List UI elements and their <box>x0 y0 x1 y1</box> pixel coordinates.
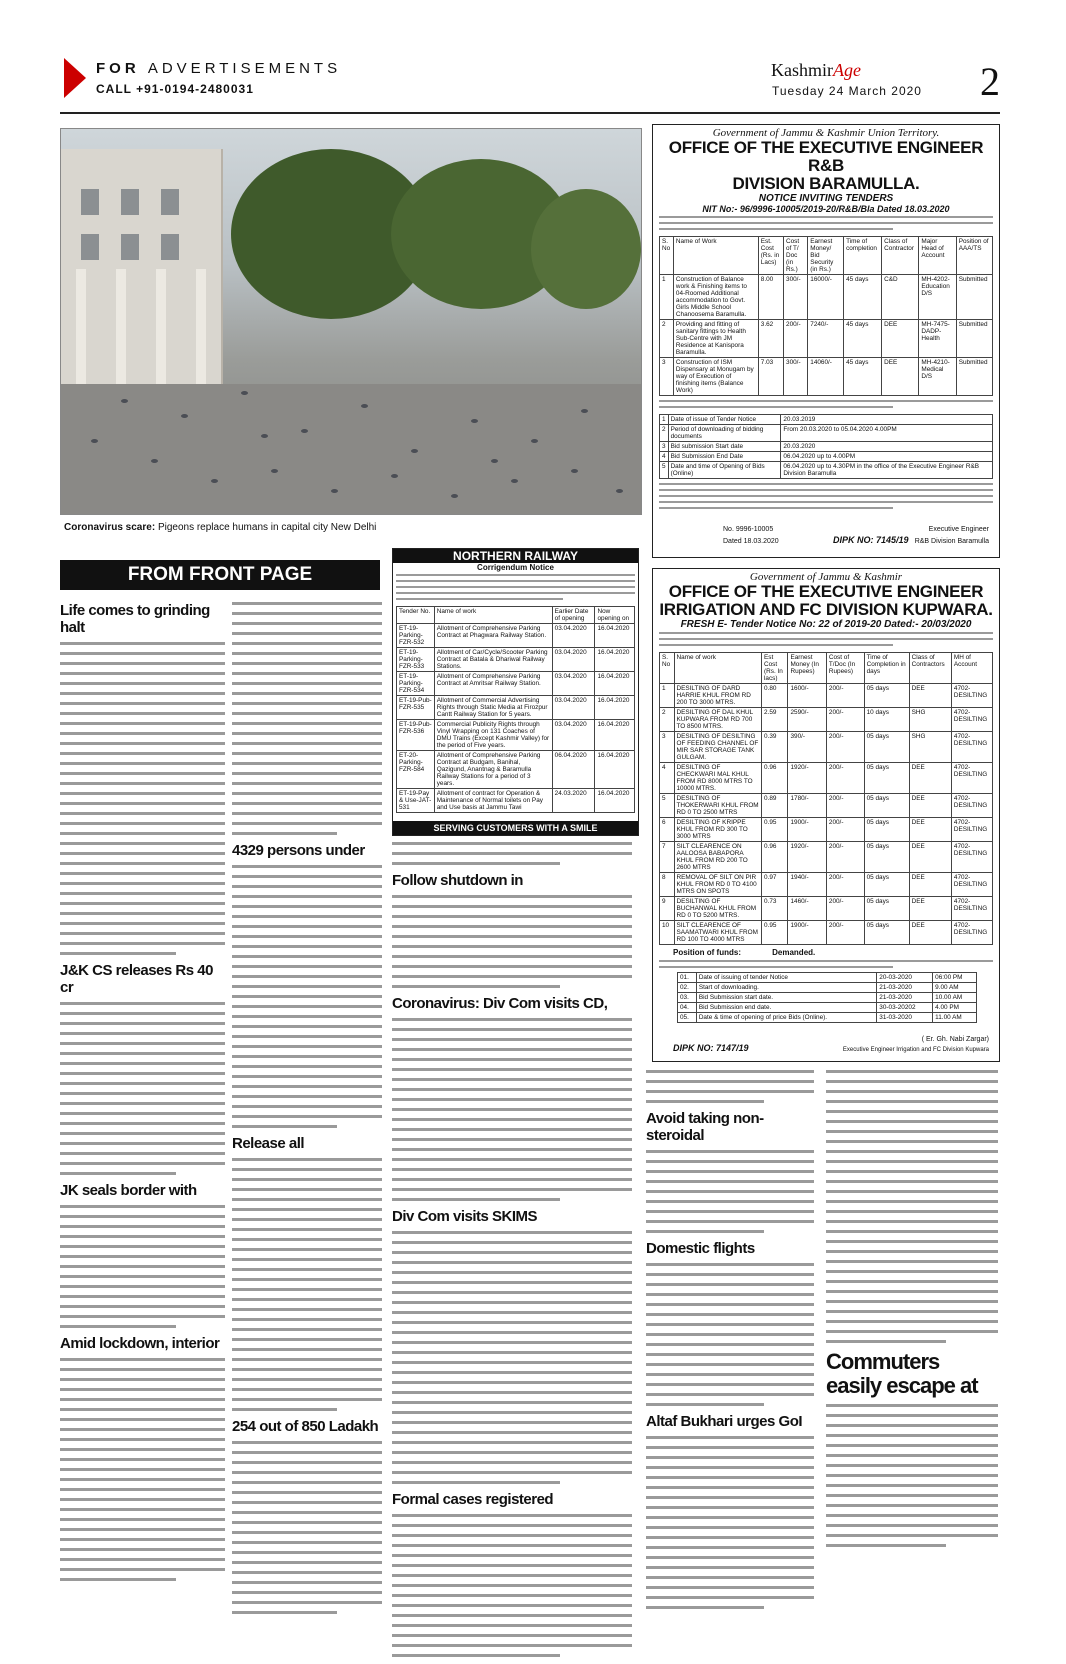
headline: Follow shutdown in <box>392 872 523 889</box>
table-cell: 05 days <box>864 684 909 708</box>
table-cell: DEE <box>909 794 951 818</box>
table-row <box>660 425 993 442</box>
table-header-cell: Class of Contractors <box>909 653 951 684</box>
table-cell: 5 <box>660 462 669 479</box>
table-cell: Construction of ISM Dispensary at Monugam by way of Execution of finishing items (Balance Work) <box>673 358 758 396</box>
table-cell: SHG <box>909 708 951 732</box>
table-cell: Period of downloading of bidding documents <box>668 425 781 442</box>
table-cell: 06.04.2020 <box>552 751 595 789</box>
table-row <box>678 973 977 983</box>
table-header-cell: Cost of T/Doc (In Rupees) <box>826 653 864 684</box>
table-cell: 05 days <box>864 794 909 818</box>
nr-footer: SERVING CUSTOMERS WITH A SMILE <box>393 821 638 835</box>
table-row <box>660 442 993 452</box>
table-header-cell: Earnest Money (In Rupees) <box>788 653 826 684</box>
page-number: 2 <box>980 59 1000 104</box>
table-cell: 16.04.2020 <box>595 751 635 789</box>
funds-line: Position of funds: Demanded. <box>673 948 816 957</box>
ad-dipk: DIPK NO: 7147/19 <box>673 1043 749 1053</box>
table-row <box>397 696 635 720</box>
table-cell: REMOVAL OF SILT ON PIR KHUL FROM RD 0 TO 4100 MTRS ON SPOTS <box>674 873 762 897</box>
table-row <box>678 983 977 993</box>
table-header-cell: Name of Work <box>673 237 758 275</box>
table-cell: 05 days <box>864 897 909 921</box>
table-cell: 05 days <box>864 818 909 842</box>
table-cell: Allotment of Comprehensive Parking Contract at Amritsar Railway Station. <box>434 672 552 696</box>
table-row <box>660 462 993 479</box>
table-cell: 300/- <box>784 275 808 320</box>
table-cell: 20.03.2020 <box>781 442 993 452</box>
table-cell: 6 <box>660 818 675 842</box>
table-cell: Bid Submission start date. <box>696 993 876 1003</box>
table-row <box>678 993 977 1003</box>
table-cell: ET-19-Parking-FZR-534 <box>397 672 435 696</box>
table-cell: 0.97 <box>762 873 788 897</box>
headline: Life comes to grinding halt <box>60 602 210 636</box>
table-cell: 16.04.2020 <box>595 720 635 751</box>
table-cell: ET-19-Pub-FZR-535 <box>397 696 435 720</box>
table-cell: ET-20-Parking-FZR-584 <box>397 751 435 789</box>
table-cell: 06:00 PM <box>933 973 977 983</box>
table-cell: 4702-DESILTING <box>951 708 992 732</box>
table-cell: 1900/- <box>788 921 826 945</box>
table-cell: 2 <box>660 320 674 358</box>
nr-title: NORTHERN RAILWAY <box>393 549 638 563</box>
table-cell: 03.04.2020 <box>552 696 595 720</box>
table-cell: 03.04.2020 <box>552 648 595 672</box>
table-cell: 06.04.2020 up to 4.30PM in the office of the Executive Engineer R&B Division Baramulla <box>781 462 993 479</box>
table-cell: Date of issue of Tender Notice <box>668 415 781 425</box>
table-cell: 02. <box>678 983 697 993</box>
table-cell: DEE <box>882 320 919 358</box>
table-cell: 7240/- <box>808 320 844 358</box>
table-cell: DEE <box>882 358 919 396</box>
article-column-5 <box>826 1070 998 1554</box>
news-photo <box>60 128 642 515</box>
table-cell: 03.04.2020 <box>552 672 595 696</box>
headline: Formal cases registered <box>392 1491 554 1508</box>
table-row <box>660 415 993 425</box>
ad-signatory: Executive Engineer Irrigation and FC Division Kupwara <box>842 1047 989 1053</box>
table-cell: Date & time of opening of price Bids (Online). <box>696 1013 876 1023</box>
ad-dated: Dated 18.03.2020 <box>723 538 779 545</box>
from-front-page-banner: FROM FRONT PAGE <box>60 560 380 590</box>
table-row <box>397 648 635 672</box>
table-cell: 4702-DESILTING <box>951 732 992 763</box>
table-cell: DESILTING OF DESILTING OF FEEDING CHANNEL OF MIR SAR STORAGE TANK GULGAM. <box>674 732 762 763</box>
table-cell: 05 days <box>864 732 909 763</box>
table-cell: 24.03.2020 <box>552 789 595 813</box>
table-cell: 03.04.2020 <box>552 720 595 751</box>
table-row <box>660 452 993 462</box>
table-cell: 0.80 <box>762 684 788 708</box>
table-cell: 200/- <box>826 732 864 763</box>
table-cell: DESILTING OF CHECKWARI MAL KHUL FROM RD 8000 MTRS TO 10000 MTRS. <box>674 763 762 794</box>
table-cell: DEE <box>909 842 951 873</box>
table-cell: 2 <box>660 708 675 732</box>
table-cell: 0.96 <box>762 842 788 873</box>
issue-date: Tuesday 24 March 2020 <box>772 84 922 98</box>
table-cell: 0.39 <box>762 732 788 763</box>
table-cell: 1 <box>660 275 674 320</box>
table-cell: 200/- <box>826 684 864 708</box>
table-header-cell: Time of Completion in days <box>864 653 909 684</box>
table-cell: DEE <box>909 763 951 794</box>
table-row <box>678 1003 977 1013</box>
headline: J&K CS releases Rs 40 cr <box>60 962 213 996</box>
northern-railway-ad <box>392 548 639 836</box>
headline: Div Com visits SKIMS <box>392 1208 538 1225</box>
table-row <box>397 624 635 648</box>
table-cell: 4702-DESILTING <box>951 818 992 842</box>
table-cell: 21-03-2020 <box>877 993 933 1003</box>
table-cell: 7 <box>660 842 675 873</box>
ad-title: IRRIGATION AND FC DIVISION KUPWARA. <box>659 600 993 619</box>
table-cell: 4 <box>660 763 675 794</box>
table-cell: 4702-DESILTING <box>951 921 992 945</box>
table-cell: 200/- <box>826 921 864 945</box>
ad-gov: Government of Jammu & Kashmir Union Territory. <box>712 127 940 139</box>
table-cell: 200/- <box>826 708 864 732</box>
article-column-3 <box>392 842 632 1664</box>
table-row <box>660 842 993 873</box>
table-row <box>660 763 993 794</box>
table-cell: MH-4210-Medical D/S <box>919 358 956 396</box>
table-header-cell: Est. Cost (Rs. in Lacs) <box>758 237 783 275</box>
table-cell: 16.04.2020 <box>595 696 635 720</box>
table-row <box>397 789 635 813</box>
table-cell: 45 days <box>844 275 882 320</box>
header-rule <box>60 112 1000 114</box>
table-header-cell: S. No <box>660 653 675 684</box>
table-cell: 1940/- <box>788 873 826 897</box>
table-cell: ET-19-Parking-FZR-533 <box>397 648 435 672</box>
ad-nit: NIT No:- 96/9996-10005/2019-20/R&B/Bla Dated 18.03.2020 <box>702 204 950 214</box>
table-cell: MH-7475-DADP-Health <box>919 320 956 358</box>
table-cell: 4702-DESILTING <box>951 763 992 794</box>
table-cell: 1 <box>660 684 675 708</box>
table-row <box>397 751 635 789</box>
headline: Amid lockdown, interior <box>60 1335 220 1352</box>
table-cell: 45 days <box>844 358 882 396</box>
headline: 254 out of 850 Ladakh <box>232 1418 379 1435</box>
table-cell: 04. <box>678 1003 697 1013</box>
table-header-cell: Name of work <box>674 653 762 684</box>
table-cell: SILT CLEARENCE OF SAAMATWARI KHUL FROM RD 100 TO 4000 MTRS <box>674 921 762 945</box>
ad-signatory: R&B Division Baramulla <box>914 538 989 545</box>
table-cell: DEE <box>909 873 951 897</box>
table-cell: DESILTING OF KRIPPE KHUL FROM RD 300 TO 3000 MTRS <box>674 818 762 842</box>
table-cell: 14060/- <box>808 358 844 396</box>
table-cell: 10 days <box>864 708 909 732</box>
ad-baramulla <box>652 124 1000 558</box>
table-cell: 03. <box>678 993 697 1003</box>
table-row <box>660 794 993 818</box>
table-header-cell: Position of AAA/TS <box>956 237 992 275</box>
ad-title: OFFICE OF THE EXECUTIVE ENGINEER <box>668 582 984 601</box>
table-cell: 0.73 <box>762 897 788 921</box>
table-cell: 390/- <box>788 732 826 763</box>
table-header-cell: Time of completion <box>844 237 882 275</box>
table-cell: 21-03-2020 <box>877 983 933 993</box>
table-cell: Providing and fitting of sanitary fittings to Health Sub-Centre with JM Residence at Kanispora Baramulla. <box>673 320 758 358</box>
table-row <box>678 1013 977 1023</box>
table-header-cell: Est Cost (Rs. In lacs) <box>762 653 788 684</box>
table-cell: 200/- <box>826 873 864 897</box>
baramulla-table <box>659 236 993 396</box>
table-cell: 0.96 <box>762 763 788 794</box>
article-column-4 <box>646 1070 814 1616</box>
table-cell: C&D <box>882 275 919 320</box>
table-cell: Bid Submission end date. <box>696 1003 876 1013</box>
table-cell: Submitted <box>956 320 992 358</box>
table-cell: DEE <box>909 684 951 708</box>
table-cell: DEE <box>909 818 951 842</box>
table-cell: 7.03 <box>758 358 783 396</box>
table-row <box>660 818 993 842</box>
table-cell: 20.03.2019 <box>781 415 993 425</box>
table-cell: 4 <box>660 452 669 462</box>
ad-signatory: ( Er. Gh. Nabi Zargar) <box>921 1036 989 1043</box>
table-cell: 3.62 <box>758 320 783 358</box>
table-cell: 200/- <box>826 794 864 818</box>
nr-table: Tender No. Name of work Earlier Date of opening Now opening on ET-19-Parking-FZR-532 Allotment of Comprehensive Parking Contract at Phagwara Railway Station. 03.04.2020 16.04.2020 ET-19-Parking-FZR-533 Allotment of Car/Cycle/Scooter Parking Contract at Batala & Dhariwal Railway Stations. 03.04.2020 16.04.2020 ET-19-Parking-FZR-534 Allotment of Comprehensive Parking Contract at Amritsar Railway Station. 03.04.2020 16.04.2020 ET-19-Pub-FZR-535 Allotment of Commercial Advertising Rights through Static Media at Firozpur Cantt Railway Station for 5 years. 03.04.2020 16.04.2020 ET-19-Pub-FZR-536 Commercial Publicity Rights through Vinyl Wrapping on 131 Coaches of DMU Trains (Except Kashmir Valley) for the period of Five years. 03.04.2020 16.04.2020 ET-20-Parking-FZR-584 Allotment of Comprehensive Parking Contract at Budgam, Banihal, Qazigund, Anantnag & Baramulla Railway Stations for a period of 3 years. 06.04.2020 16.04.2020 ET-19-Pay & Use-JAT-531 Allotment of contract for Operation & Maintenance of Normal toilets on Pay and Use basis at Jammu Tawi 24.03.2020 16.04.2020 <box>396 606 635 813</box>
table-cell: 2.59 <box>762 708 788 732</box>
ad-notice: FRESH E- Tender Notice No: 22 of 2019-20 Dated:- 20/03/2020 <box>680 619 972 630</box>
table-cell: 4702-DESILTING <box>951 873 992 897</box>
headline: Avoid taking non-steroidal <box>646 1110 764 1144</box>
photo-caption: Coronavirus scare: Pigeons replace humans in capital city New Delhi <box>64 522 377 533</box>
table-header-cell: Major Head of Account <box>919 237 956 275</box>
kupwara-table <box>659 652 993 945</box>
table-header-cell: S. No <box>660 237 674 275</box>
table-cell: 03.04.2020 <box>552 624 595 648</box>
table-cell: DEE <box>909 921 951 945</box>
table-cell: 0.95 <box>762 818 788 842</box>
table-cell: DESILTING OF DAL KHUL KUPWARA FROM RD 700 TO 8500 MTRS. <box>674 708 762 732</box>
table-cell: 16.04.2020 <box>595 648 635 672</box>
table-cell: ET-19-Pay & Use-JAT-531 <box>397 789 435 813</box>
article-column-1 <box>60 602 225 1588</box>
table-row <box>660 684 993 708</box>
table-cell: 9 <box>660 897 675 921</box>
table-row <box>660 921 993 945</box>
headline: Domestic flights <box>646 1240 755 1257</box>
table-cell: MH-4202-Education D/S <box>919 275 956 320</box>
table-cell: Date of issuing of tender Notice <box>696 973 876 983</box>
ad-gov: Government of Jammu & Kashmir <box>749 571 903 583</box>
table-row <box>660 732 993 763</box>
table-row <box>660 320 993 358</box>
table-cell: 05 days <box>864 842 909 873</box>
table-cell: Date and time of Opening of Bids (Online) <box>668 462 781 479</box>
table-cell: 05 days <box>864 921 909 945</box>
table-cell: 16.04.2020 <box>595 624 635 648</box>
table-cell: SHG <box>909 732 951 763</box>
table-cell: 4.00 PM <box>933 1003 977 1013</box>
table-cell: Allotment of Comprehensive Parking Contract at Budgam, Banihal, Qazigund, Anantnag & Baramulla Railway Stations for a period of 3 years. <box>434 751 552 789</box>
ad-dipk: DIPK NO: 7145/19 <box>833 535 909 545</box>
table-cell: 8 <box>660 873 675 897</box>
table-cell: 200/- <box>784 320 808 358</box>
ad-signatory: Executive Engineer <box>928 526 989 533</box>
table-cell: Bid Submission End Date <box>668 452 781 462</box>
table-row <box>660 708 993 732</box>
table-cell: 16.04.2020 <box>595 789 635 813</box>
table-row <box>660 358 993 396</box>
table-cell: 20-03-2020 <box>877 973 933 983</box>
table-cell: 200/- <box>826 842 864 873</box>
table-row <box>397 720 635 751</box>
table-cell: 5 <box>660 794 675 818</box>
table-cell: 3 <box>660 442 669 452</box>
headline: Release all <box>232 1135 305 1152</box>
table-cell: 200/- <box>826 763 864 794</box>
table-header-cell: Earnest Money/ Bid Security (in Rs.) <box>808 237 844 275</box>
table-cell: 10.00 AM <box>933 993 977 1003</box>
table-cell: 1780/- <box>788 794 826 818</box>
table-cell: 1900/- <box>788 818 826 842</box>
table-row <box>660 873 993 897</box>
table-cell: 200/- <box>826 818 864 842</box>
table-cell: 8.00 <box>758 275 783 320</box>
table-header-cell: Cost of T/ Doc (in Rs.) <box>784 237 808 275</box>
table-cell: 3 <box>660 732 675 763</box>
table-cell: 0.89 <box>762 794 788 818</box>
table-cell: 05 days <box>864 763 909 794</box>
table-cell: Submitted <box>956 358 992 396</box>
table-cell: Bid submission Start date <box>668 442 781 452</box>
table-cell: 01. <box>678 973 697 983</box>
table-row <box>660 275 993 320</box>
nr-subtitle: Corrigendum Notice <box>477 563 554 572</box>
table-cell: ET-19-Parking-FZR-532 <box>397 624 435 648</box>
table-cell: 300/- <box>784 358 808 396</box>
table-cell: Allotment of Comprehensive Parking Contract at Phagwara Railway Station. <box>434 624 552 648</box>
kupwara-schedule <box>677 972 977 1023</box>
headline: 4329 persons under <box>232 842 365 859</box>
header-phone: CALL +91-0194-2480031 <box>96 82 254 96</box>
header-triangle-icon <box>64 58 86 98</box>
table-cell: Start of downloading. <box>696 983 876 993</box>
table-cell: 16000/- <box>808 275 844 320</box>
article-column-2 <box>232 602 382 1621</box>
table-header-cell: Class of Contractor <box>882 237 919 275</box>
table-cell: 05. <box>678 1013 697 1023</box>
table-cell: 06.04.2020 up to 4.00PM <box>781 452 993 462</box>
ad-title: OFFICE OF THE EXECUTIVE ENGINEER R&B <box>668 138 984 175</box>
table-cell: 4702-DESILTING <box>951 684 992 708</box>
headline: Altaf Bukhari urges GoI <box>646 1413 803 1430</box>
table-cell: 1920/- <box>788 842 826 873</box>
table-cell: Allotment of Car/Cycle/Scooter Parking Contract at Batala & Dhariwal Railway Stations. <box>434 648 552 672</box>
table-cell: SILT CLEARENCE ON AALOOSA BABAPORA KHUL FROM RD 200 TO 2600 MTRS <box>674 842 762 873</box>
masthead-logo: KashmirAge <box>771 60 861 80</box>
table-cell: 31-03-2020 <box>877 1013 933 1023</box>
table-cell: 16.04.2020 <box>595 672 635 696</box>
table-cell: 10 <box>660 921 675 945</box>
ad-notice: NOTICE INVITING TENDERS <box>758 193 894 204</box>
table-cell: 3 <box>660 358 674 396</box>
table-cell: Allotment of contract for Operation & Maintenance of Normal toilets on Pay and Use basis at Jammu Tawi <box>434 789 552 813</box>
table-cell: 1 <box>660 415 669 425</box>
baramulla-schedule <box>659 414 993 479</box>
table-row <box>397 672 635 696</box>
table-cell: 1460/- <box>788 897 826 921</box>
table-cell: 9.00 AM <box>933 983 977 993</box>
table-cell: 30-03-20202 <box>877 1003 933 1013</box>
table-cell: 45 days <box>844 320 882 358</box>
ad-no: No. 9996-10005 <box>723 526 774 533</box>
table-cell: Submitted <box>956 275 992 320</box>
table-cell: DEE <box>909 897 951 921</box>
table-header-cell: MH of Account <box>951 653 992 684</box>
table-cell: 05 days <box>864 873 909 897</box>
table-cell: Allotment of Commercial Advertising Rights through Static Media at Firozpur Cantt Railway Station for 5 years. <box>434 696 552 720</box>
table-row <box>660 897 993 921</box>
table-cell: Construction of Balance work & Finishing items to 04-Roomed Additional accommodation to Govt. Girls Middle School Chanoosema Baramulla. <box>673 275 758 320</box>
table-cell: DESILTING OF DARD HARRIE KHUL FROM RD 200 TO 3000 MTRS. <box>674 684 762 708</box>
table-cell: 11.00 AM <box>933 1013 977 1023</box>
table-cell: Commercial Publicity Rights through Vinyl Wrapping on 131 Coaches of DMU Trains (Except Kashmir Valley) for the period of Five years. <box>434 720 552 751</box>
table-cell: 200/- <box>826 897 864 921</box>
table-cell: 2 <box>660 425 669 442</box>
table-cell: 0.95 <box>762 921 788 945</box>
table-cell: From 20.03.2020 to 05.04.2020 4.00PM <box>781 425 993 442</box>
ad-title: DIVISION BARAMULLA. <box>732 174 920 193</box>
table-cell: DESILTING OF THOKERWARI KHUL FROM RD 0 TO 2500 MTRS <box>674 794 762 818</box>
table-cell: DESILTING OF BUCHANWAL KHUL FROM RD 0 TO 5200 MTRS. <box>674 897 762 921</box>
ad-kupwara <box>652 568 1000 1062</box>
table-cell: 4702-DESILTING <box>951 897 992 921</box>
table-cell: 4702-DESILTING <box>951 842 992 873</box>
table-cell: 2590/- <box>788 708 826 732</box>
headline: Coronavirus: Div Com visits CD, <box>392 995 608 1012</box>
header-advertisements: FOR ADVERTISEMENTS <box>96 60 342 77</box>
table-cell: 1600/- <box>788 684 826 708</box>
table-cell: ET-19-Pub-FZR-536 <box>397 720 435 751</box>
headline: JK seals border with <box>60 1182 197 1199</box>
table-cell: 1920/- <box>788 763 826 794</box>
table-cell: 4702-DESILTING <box>951 794 992 818</box>
headline: Commuters easily escape at <box>826 1349 978 1398</box>
